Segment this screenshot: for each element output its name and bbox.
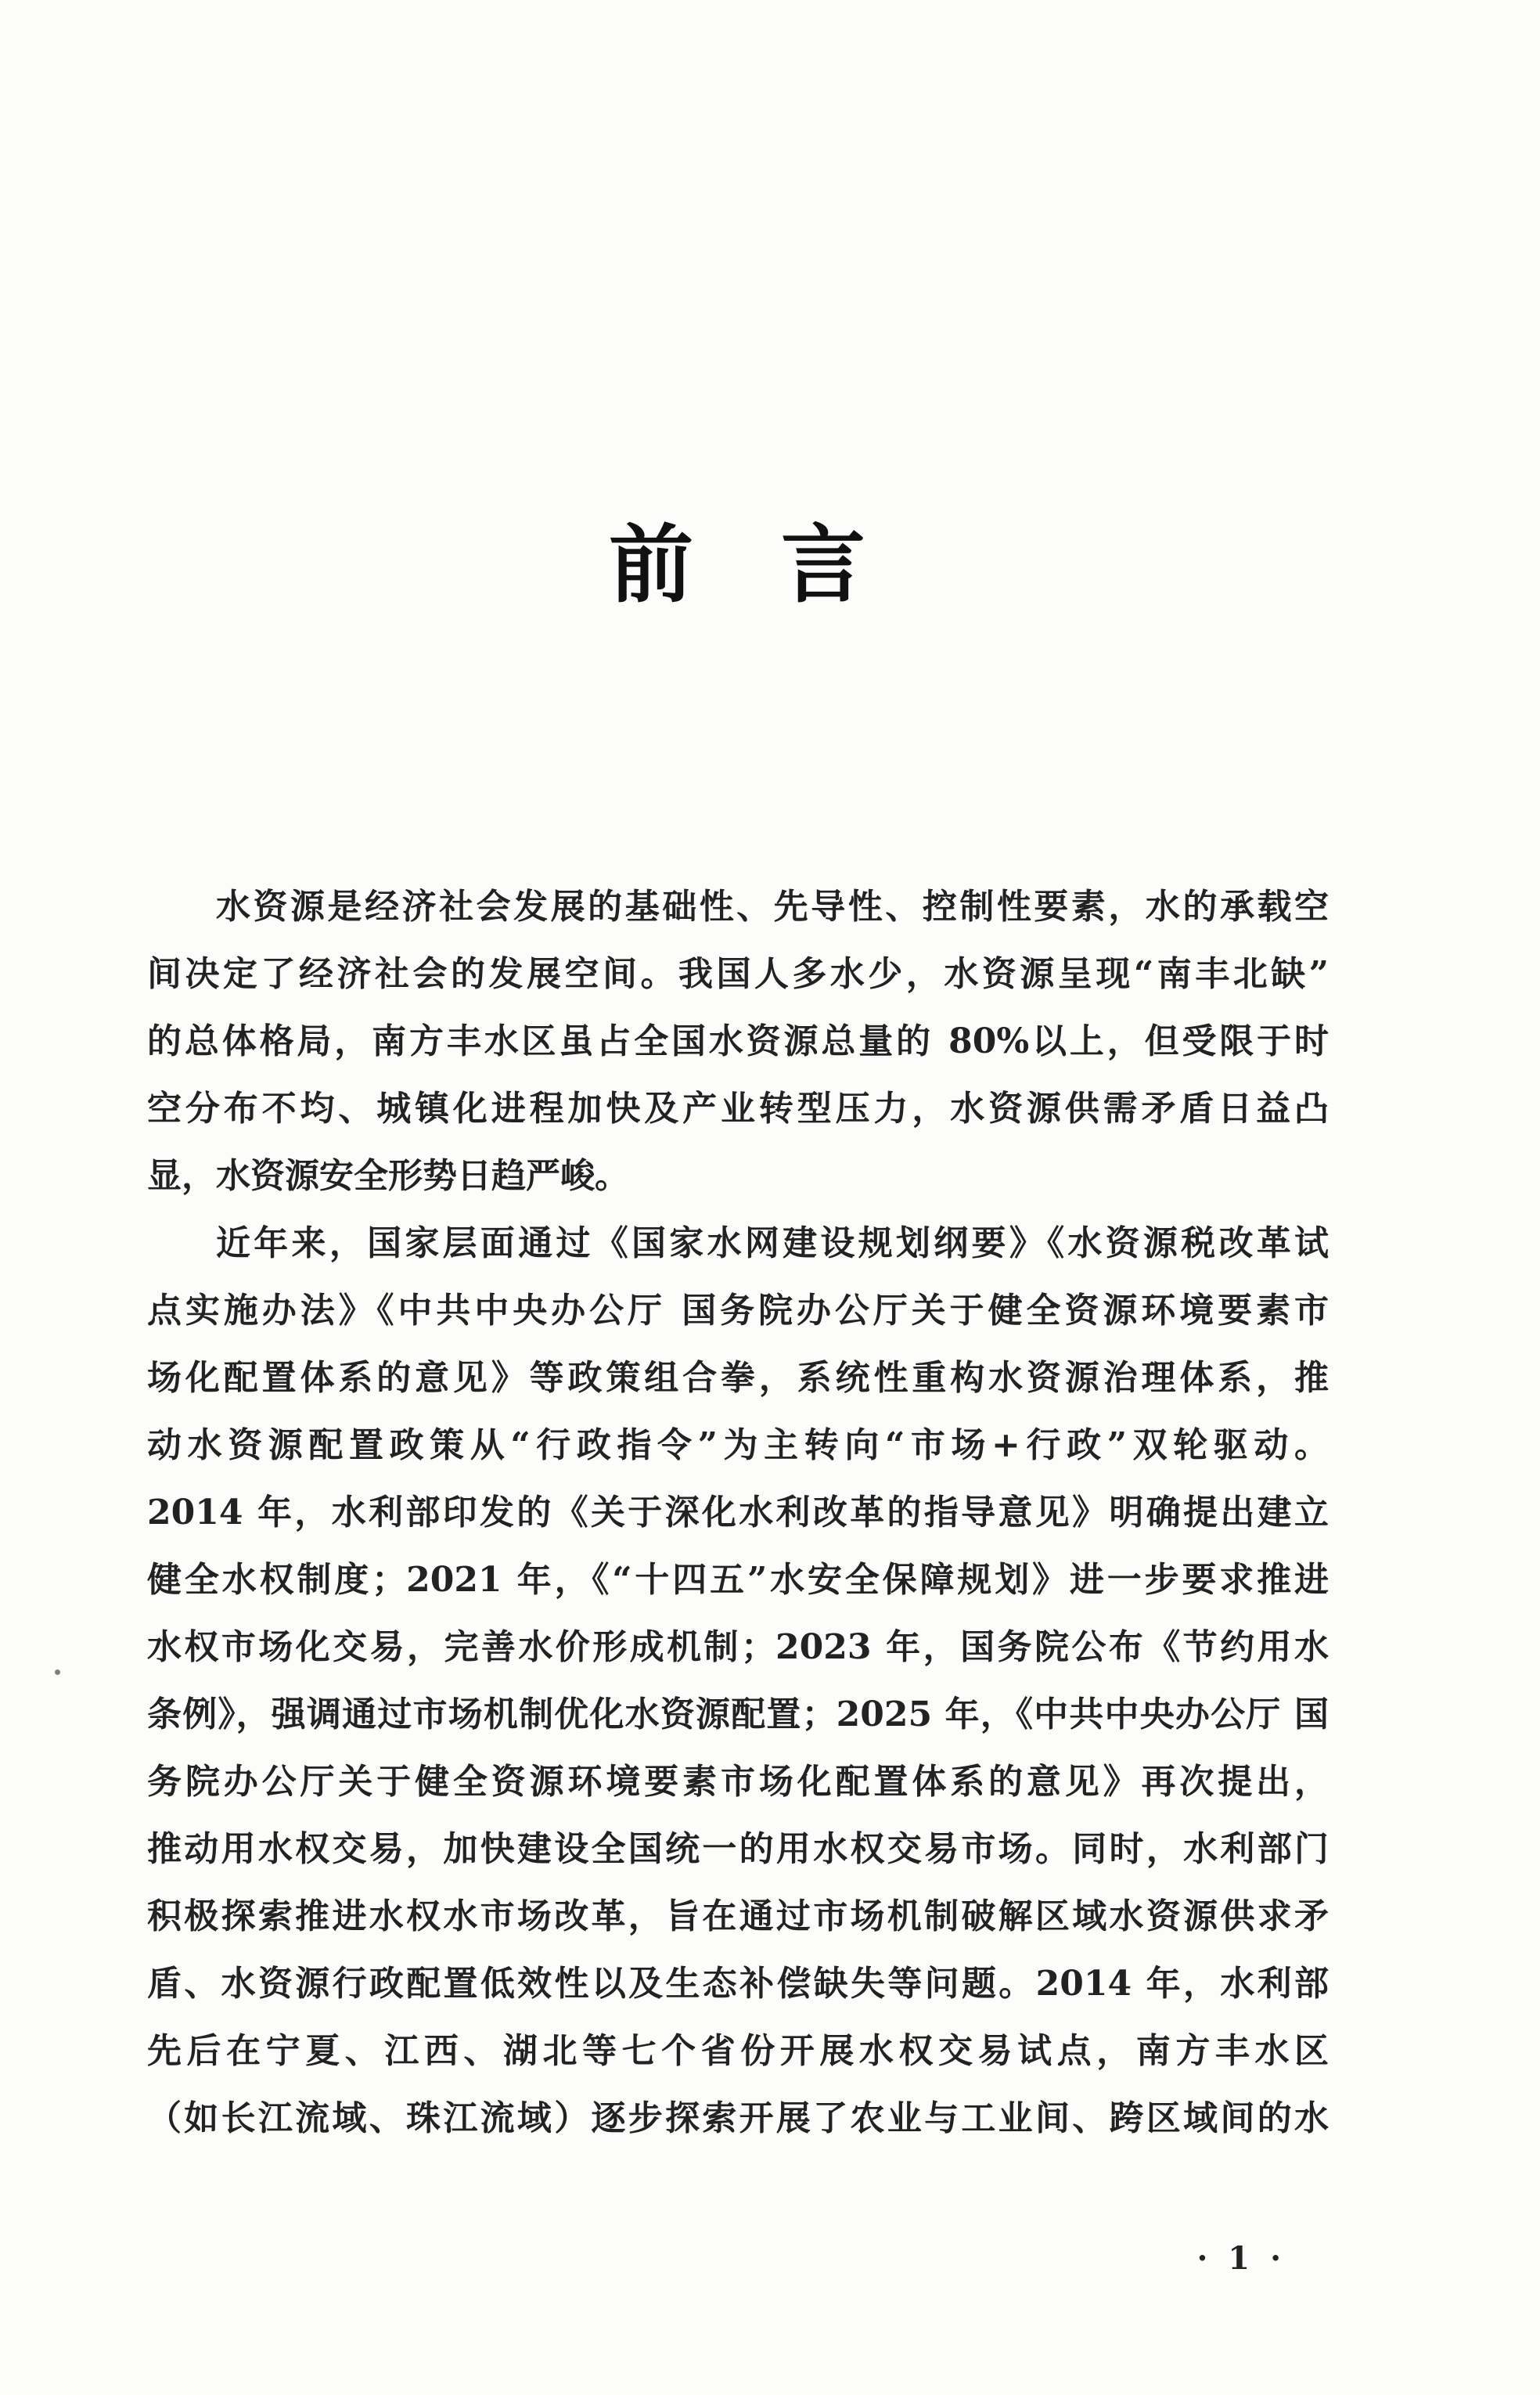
text-line: 场化配置体系的意见》等政策组合拳，系统性重构水资源治理体系，推: [147, 1358, 1329, 1398]
text-line: 条例》，强调通过市场机制优化水资源配置；2025 年，《中共中央办公厅 国: [147, 1695, 1329, 1734]
text-line: 水资源是经济社会发展的基础性、先导性、控制性要素，水的承载空: [216, 887, 1329, 927]
text-line: 积极探索推进水权水市场改革，旨在通过市场机制破解区域水资源供求矛: [147, 1896, 1329, 1936]
text-line: 的总体格局，南方丰水区虽占全国水资源总量的 80%以上，但受限于时: [147, 1021, 1329, 1061]
text-line: 间决定了经济社会的发展空间。我国人多水少，水资源呈现“南丰北缺”: [147, 954, 1329, 994]
text-line: 务院办公厅关于健全资源环境要素市场化配置体系的意见》再次提出，: [147, 1762, 1329, 1802]
text-line: 动水资源配置政策从“行政指令”为主转向“市场+行政”双轮驱动。: [147, 1425, 1329, 1465]
page-number: · 1 ·: [1196, 2240, 1286, 2277]
scan-speck: [55, 1669, 60, 1675]
paragraph: [147, 1210, 1329, 2152]
text-line: 点实施办法》《中共中央办公厅 国务院办公厅关于健全资源环境要素市: [147, 1291, 1329, 1331]
text-line: （如长江流域、珠江流域）逐步探索开展了农业与工业间、跨区域间的水: [147, 2098, 1329, 2138]
text-line: 健全水权制度；2021 年，《“十四五”水安全保障规划》进一步要求推进: [147, 1560, 1329, 1600]
text-line: 近年来，国家层面通过《国家水网建设规划纲要》《水资源税改革试: [216, 1223, 1329, 1263]
text-line: 2014 年，水利部印发的《关于深化水利改革的指导意见》明确提出建立: [147, 1493, 1329, 1532]
text-line: 显，水资源安全形势日趋严峻。: [147, 1156, 629, 1196]
text-line: 推动用水权交易，加快建设全国统一的用水权交易市场。同时，水利部门: [147, 1829, 1329, 1869]
preface-body: [147, 873, 1329, 2152]
paragraph: [147, 873, 1329, 1210]
text-line: 空分布不均、城镇化进程加快及产业转型压力，水资源供需矛盾日益凸: [147, 1089, 1329, 1129]
text-line: 盾、水资源行政配置低效性以及生态补偿缺失等问题。2014 年，水利部: [147, 1964, 1329, 2004]
text-line: 水权市场化交易，完善水价形成机制；2023 年，国务院公布《节约用水: [147, 1627, 1329, 1667]
page-title: 前 言: [608, 516, 867, 614]
text-line: 先后在宁夏、江西、湖北等七个省份开展水权交易试点，南方丰水区: [147, 2031, 1329, 2071]
